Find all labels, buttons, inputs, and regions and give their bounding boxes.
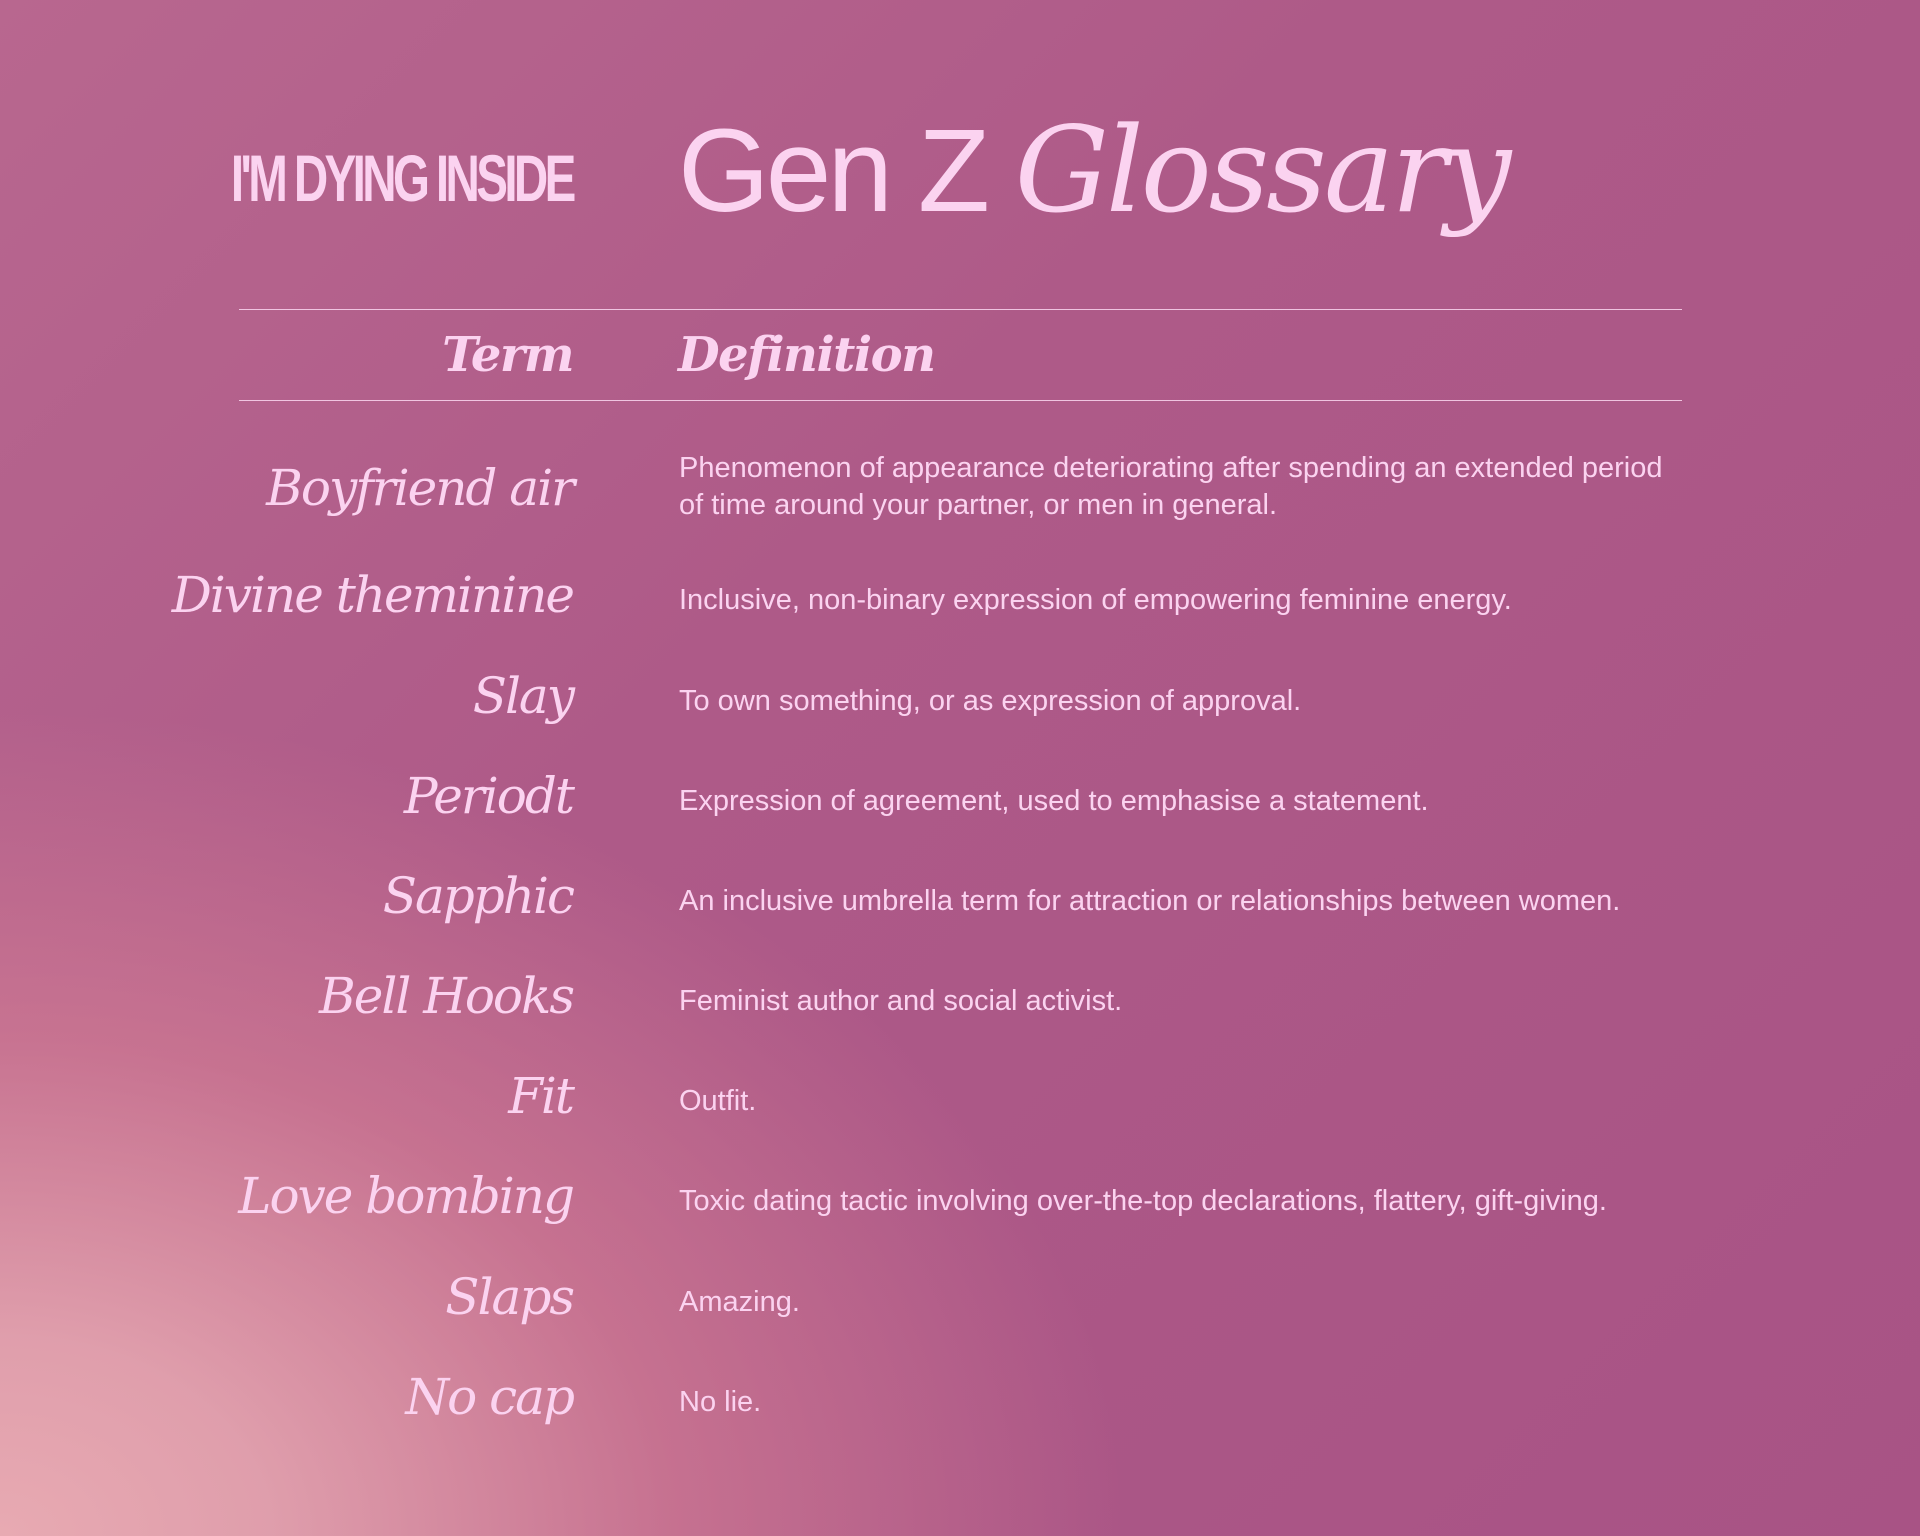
term-label: Sapphic: [382, 867, 573, 925]
header-rule-bottom: [239, 400, 1682, 401]
definition-text: No lie.: [679, 1386, 762, 1418]
term-label: No cap: [405, 1368, 573, 1426]
title-italic: Glossary: [1014, 101, 1509, 239]
page-title: [678, 100, 1508, 241]
term-label: Fit: [508, 1067, 573, 1125]
definition-text: Amazing.: [679, 1286, 800, 1318]
term-label: Periodt: [403, 767, 573, 825]
term-label: Love bombing: [238, 1167, 573, 1225]
definition-text: Outfit.: [679, 1085, 757, 1117]
column-header-term: Term: [442, 327, 573, 383]
definition-text: An inclusive umbrella term for attraction or relationships between women.: [679, 885, 1621, 917]
column-header-definition: Definition: [678, 327, 935, 383]
definition-text: Feminist author and social activist.: [679, 985, 1123, 1017]
definition-text: Toxic dating tactic involving over-the-top declarations, flattery, gift-giving.: [679, 1185, 1607, 1217]
term-label: Slay: [472, 667, 573, 725]
definition-text: Expression of agreement, used to emphasise a statement.: [679, 785, 1429, 817]
title-main: Gen Z: [678, 105, 1015, 237]
definition-text: To own something, or as expression of approval.: [679, 685, 1302, 717]
definition-text: Phenomenon of appearance deteriorating after spending an extended period of time around your partner, or men in general.: [679, 452, 1663, 521]
term-label: Boyfriend air: [266, 459, 573, 517]
term-label: Divine theminine: [171, 566, 573, 624]
brand-logo: I'M DYING INSIDE: [231, 141, 573, 215]
header-rule-top: [239, 309, 1682, 310]
term-label: Slaps: [445, 1268, 573, 1326]
definition-text: Inclusive, non-binary expression of empowering feminine energy.: [679, 584, 1512, 616]
term-label: Bell Hooks: [319, 967, 573, 1025]
